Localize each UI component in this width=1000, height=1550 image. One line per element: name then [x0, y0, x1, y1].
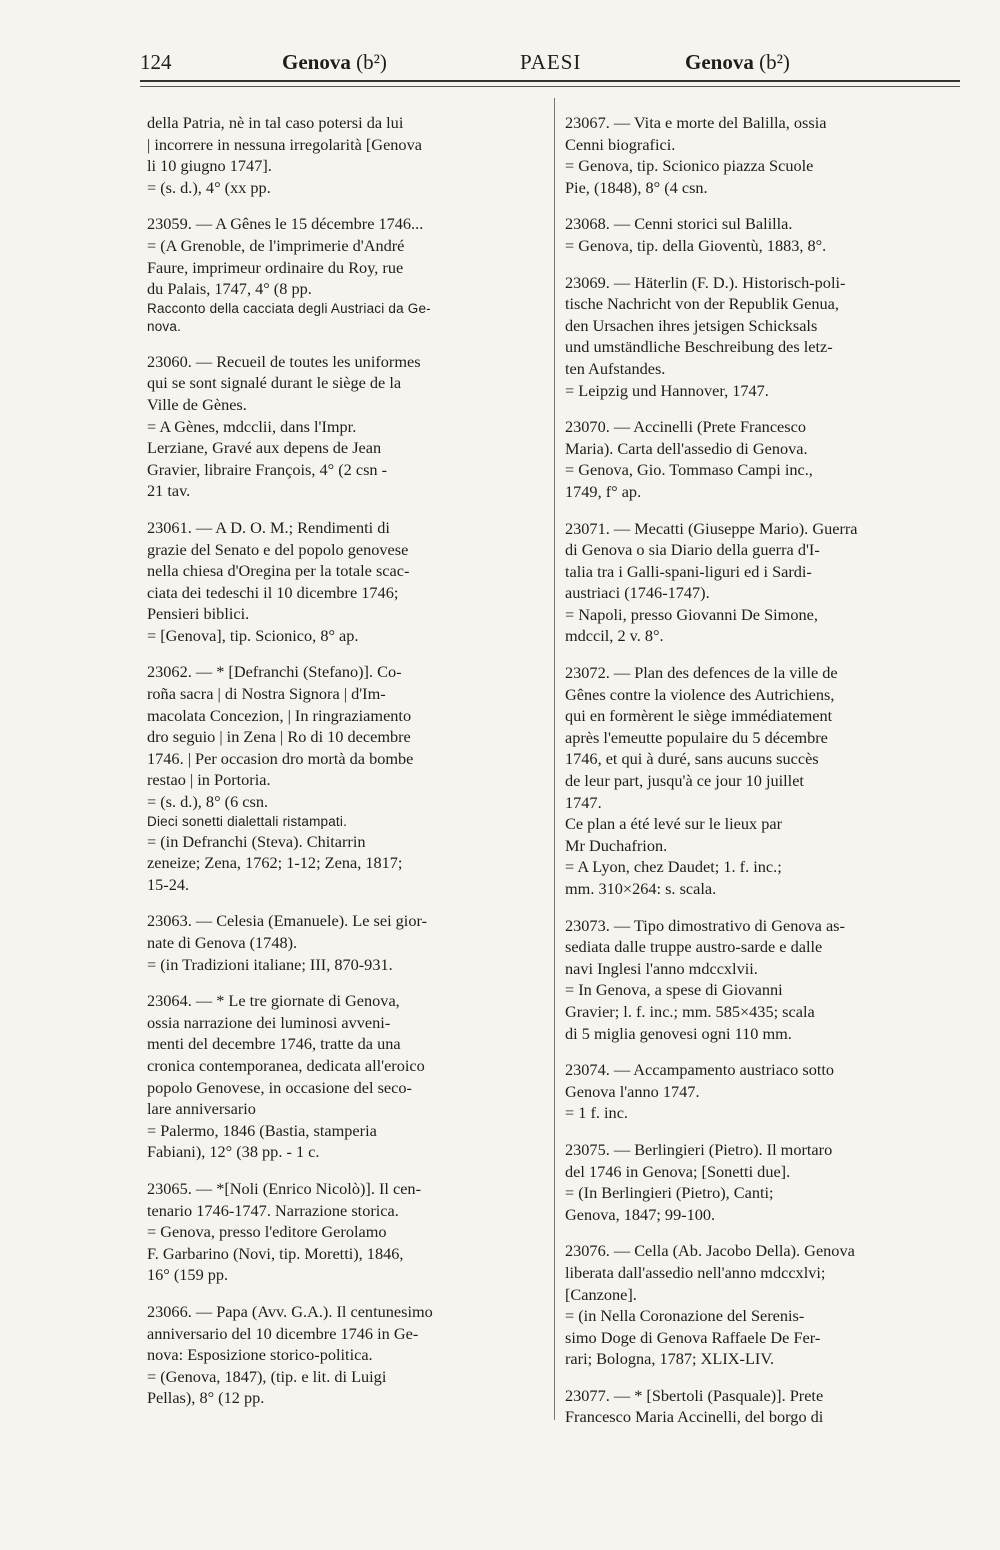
- entry-line: F. Garbarino (Novi, tip. Moretti), 1846,: [147, 1243, 404, 1263]
- entry-line: Pie, (1848), 8° (4 csn.: [565, 177, 708, 197]
- entry-line: anniversario del 10 dicembre 1746 in Ge-: [147, 1323, 419, 1343]
- entry-line: 23060. — Recueil de toutes les uniformes: [147, 351, 421, 371]
- entry-line: = Genova, tip. della Gioventù, 1883, 8°.: [565, 235, 827, 255]
- entry-line: nella chiesa d'Oregina per la totale scac-: [147, 561, 410, 581]
- entry-note: Dieci sonetti dialettali ristampati.: [147, 813, 348, 829]
- entry-line: talia tra i Galli-spani-liguri ed i Sardi-: [565, 561, 812, 581]
- entry-line: Fabiani), 12° (38 pp. - 1 c.: [147, 1142, 320, 1162]
- catalog-entry: [147, 351, 542, 502]
- entry-note: Racconto della cacciata degli Austriaci da Ge-: [147, 300, 431, 316]
- entry-line: di Genova o sia Diario della guerra d'I-: [565, 540, 820, 560]
- entry-line: dro seguio | in Zena | Ro di 10 decembre: [147, 727, 411, 747]
- entry-line: 23075. — Berlingieri (Pietro). Il mortaro: [565, 1139, 833, 1159]
- catalog-entry: [565, 518, 960, 648]
- header-right-sub: (b²): [759, 50, 790, 74]
- entry-line: 23059. — A Gênes le 15 décembre 1746...: [147, 214, 424, 234]
- entry-line: Pensieri biblici.: [147, 604, 250, 624]
- entry-line: navi Inglesi l'anno mdccxlvii.: [565, 958, 758, 978]
- entry-line: 23072. — Plan des defences de la ville de: [565, 663, 838, 683]
- entry-line: qui en formèrent le siège immédiatement: [565, 706, 833, 726]
- entry-line: 23062. — * [Defranchi (Stefano)]. Co-: [147, 662, 402, 682]
- entry-line: 23067. — Vita e morte del Balilla, ossia: [565, 113, 827, 132]
- header-section: PAESI: [520, 50, 582, 74]
- header-right-title: [685, 50, 790, 75]
- entry-line: Genova, 1847; 99-100.: [565, 1204, 716, 1224]
- entry-line: rari; Bologna, 1787; XLIX-LIV.: [565, 1349, 775, 1369]
- entry-line: 23066. — Papa (Avv. G.A.). Il centunesimo: [147, 1301, 433, 1321]
- catalog-entry: [565, 213, 960, 256]
- catalog-entry: [147, 990, 542, 1163]
- entry-line: nova: Esposizione storico-politica.: [147, 1345, 373, 1365]
- header-left-title-text: Genova: [282, 50, 351, 74]
- entry-line: 23065. — *[Noli (Enrico Nicolò)]. Il cen-: [147, 1178, 421, 1198]
- entry-line: 1747.: [565, 792, 602, 812]
- catalog-entry: [565, 112, 960, 198]
- entry-line: simo Doge di Genova Raffaele De Fer-: [565, 1327, 821, 1347]
- entry-line: Genova l'anno 1747.: [565, 1081, 700, 1101]
- entry-line: popolo Genovese, in occasione del seco-: [147, 1077, 412, 1097]
- entry-line: = [Genova], tip. Scionico, 8° ap.: [147, 625, 359, 645]
- catalog-entry: [147, 517, 542, 647]
- entry-line: 23073. — Tipo dimostrativo di Genova as-: [565, 915, 845, 935]
- catalog-entry: [565, 1240, 960, 1370]
- catalog-entry: [565, 272, 960, 402]
- entry-line: Maria). Carta dell'assedio di Genova.: [565, 438, 808, 458]
- entry-line: li 10 giugno 1747].: [147, 156, 272, 176]
- entry-line: = (s. d.), 8° (6 csn.: [147, 792, 269, 812]
- entry-line: 16° (159 pp.: [147, 1265, 229, 1285]
- entry-line: du Palais, 1747, 4° (8 pp.: [147, 279, 312, 299]
- entry-line: 15-24.: [147, 874, 190, 894]
- entry-line: 1746. | Per occasion dro mortà da bombe: [147, 748, 414, 768]
- entry-line: ten Aufstandes.: [565, 358, 666, 378]
- entry-line: und umständliche Beschreibung des letz-: [565, 337, 833, 357]
- entry-line: restao | in Portoria.: [147, 770, 271, 790]
- catalog-entry: [147, 112, 542, 198]
- entry-line: liberata dall'assedio nell'anno mdccxlvi;: [565, 1262, 826, 1282]
- entry-line: = Genova, presso l'editore Gerolamo: [147, 1222, 387, 1242]
- catalog-entry: [565, 915, 960, 1045]
- entry-line: roña sacra | di Nostra Signora | d'Im-: [147, 684, 386, 704]
- entry-line: grazie del Senato e del popolo genovese: [147, 539, 409, 559]
- entry-line: 23076. — Cella (Ab. Jacobo Della). Genova: [565, 1241, 855, 1261]
- entry-line: Pellas), 8° (12 pp.: [147, 1388, 265, 1408]
- entry-line: = Leipzig und Hannover, 1747.: [565, 380, 769, 400]
- entry-line: = (Genova, 1847), (tip. e lit. di Luigi: [147, 1366, 387, 1386]
- entry-line: mdccil, 2 v. 8°.: [565, 626, 664, 646]
- entry-line: = In Genova, a spese di Giovanni: [565, 980, 783, 1000]
- left-column: [147, 112, 542, 1424]
- catalog-entry: [147, 661, 542, 895]
- entry-line: ossia narrazione dei luminosi avveni-: [147, 1012, 391, 1032]
- header-right-title-text: Genova: [685, 50, 754, 74]
- entry-line: nate di Genova (1748).: [147, 933, 298, 952]
- entry-line: Ville de Gènes.: [147, 394, 247, 414]
- entry-line: 23070. — Accinelli (Prete Francesco: [565, 417, 806, 437]
- entry-line: 1749, f° ap.: [565, 481, 642, 501]
- entry-line: di 5 miglia genovesi ogni 110 mm.: [565, 1023, 792, 1043]
- entry-line: ciata dei tedeschi il 10 dicembre 1746;: [147, 582, 399, 602]
- entry-line: della Patria, nè in tal caso potersi da lui: [147, 113, 404, 132]
- entry-line: 23061. — A D. O. M.; Rendimenti di: [147, 517, 390, 537]
- entry-line: tische Nachricht von der Republik Genua,: [565, 294, 839, 314]
- entry-line: Cenni biografici.: [565, 134, 676, 154]
- catalog-entry: [147, 1301, 542, 1409]
- header-left-title: [282, 50, 387, 75]
- entry-line: = Napoli, presso Giovanni De Simone,: [565, 604, 818, 624]
- entry-line: zeneize; Zena, 1762; 1-12; Zena, 1817;: [147, 853, 403, 873]
- entry-line: = (A Grenoble, de l'imprimerie d'André: [147, 235, 405, 255]
- entry-line: 23071. — Mecatti (Giuseppe Mario). Guerra: [565, 518, 858, 538]
- catalog-entry: [147, 910, 542, 975]
- entry-line: 23064. — * Le tre giornate di Genova,: [147, 991, 400, 1011]
- column-divider: [554, 98, 555, 1420]
- catalog-entry: [147, 213, 542, 335]
- header-rule-thin: [140, 86, 960, 87]
- entry-line: = (In Berlingieri (Pietro), Canti;: [565, 1183, 774, 1203]
- entry-note: nova.: [147, 318, 182, 334]
- entry-line: cronica contemporanea, dedicata all'eroico: [147, 1055, 425, 1075]
- header-rule: [140, 80, 960, 82]
- entry-line: sediata dalle truppe austro-sarde e dalle: [565, 937, 823, 957]
- entry-line: Faure, imprimeur ordinaire du Roy, rue: [147, 257, 404, 277]
- entry-line: 23068. — Cenni storici sul Balilla.: [565, 214, 793, 234]
- entry-line: 21 tav.: [147, 481, 191, 501]
- entry-line: austriaci (1746-1747).: [565, 583, 710, 603]
- entry-line: = (in Nella Coronazione del Serenis-: [565, 1306, 805, 1326]
- catalog-entry: [565, 1059, 960, 1124]
- entry-line: = A Gènes, mdcclii, dans l'Impr.: [147, 416, 357, 436]
- entry-line: del 1746 in Genova; [Sonetti due].: [565, 1161, 791, 1181]
- entry-line: Ce plan a été levé sur le lieux par: [565, 814, 782, 834]
- entry-line: den Ursachen ihres jetsigen Schicksals: [565, 315, 818, 335]
- entry-line: 23063. — Celesia (Emanuele). Le sei gior-: [147, 911, 427, 931]
- entry-line: 23074. — Accampamento austriaco sotto: [565, 1060, 835, 1080]
- entry-line: = A Lyon, chez Daudet; 1. f. inc.;: [565, 857, 782, 877]
- entry-line: = Genova, tip. Scionico piazza Scuole: [565, 156, 814, 176]
- entry-line: Mr Duchafrion.: [565, 835, 668, 855]
- entry-line: 1746, et qui à duré, sans aucuns succès: [565, 749, 819, 769]
- entry-line: = Palermo, 1846 (Bastia, stamperia: [147, 1120, 377, 1140]
- running-header: [140, 50, 960, 80]
- entry-line: Gravier; l. f. inc.; mm. 585×435; scala: [565, 1001, 815, 1021]
- entry-line: [Canzone].: [565, 1284, 637, 1304]
- entry-line: de leur part, jusqu'à ce jour 10 juillet: [565, 771, 804, 791]
- catalog-entry: [565, 662, 960, 900]
- catalog-entry: [565, 1139, 960, 1225]
- entry-line: = 1 f. inc.: [565, 1103, 628, 1123]
- entry-line: = (s. d.), 4° (xx pp.: [147, 177, 271, 197]
- entry-line: Gênes contre la violence des Autrichiens,: [565, 684, 835, 704]
- entry-line: macolata Concezion, | In ringraziamento: [147, 705, 412, 725]
- entry-line: Gravier, libraire François, 4° (2 csn -: [147, 459, 388, 479]
- right-column: [565, 112, 960, 1443]
- page-number: 124: [140, 50, 172, 74]
- entry-line: Francesco Maria Accinelli, del borgo di: [565, 1407, 824, 1427]
- entry-line: = Genova, Gio. Tommaso Campi inc.,: [565, 460, 813, 480]
- entry-line: 23069. — Häterlin (F. D.). Historisch-poli-: [565, 272, 846, 292]
- entry-line: après l'emeutte populaire du 5 décembre: [565, 727, 828, 747]
- entry-line: lare anniversario: [147, 1099, 256, 1119]
- entry-line: Lerziane, Gravé aux depens de Jean: [147, 438, 382, 458]
- entry-line: 23077. — * [Sbertoli (Pasquale)]. Prete: [565, 1385, 824, 1405]
- entry-line: mm. 310×264: s. scala.: [565, 879, 717, 898]
- entry-line: menti del decembre 1746, tratte da una: [147, 1034, 401, 1054]
- entry-line: tenario 1746-1747. Narrazione storica.: [147, 1200, 399, 1220]
- catalog-entry: [147, 1178, 542, 1286]
- header-left-sub: (b²): [356, 50, 387, 74]
- entry-line: = (in Tradizioni italiane; III, 870-931.: [147, 954, 393, 974]
- catalog-entry: [565, 1385, 960, 1428]
- entry-line: | incorrere in nessuna irregolarità [Genova: [147, 134, 422, 154]
- catalog-entry: [565, 416, 960, 502]
- entry-line: qui se sont signalé durant le siège de la: [147, 373, 402, 393]
- entry-line: = (in Defranchi (Steva). Chitarrin: [147, 831, 366, 851]
